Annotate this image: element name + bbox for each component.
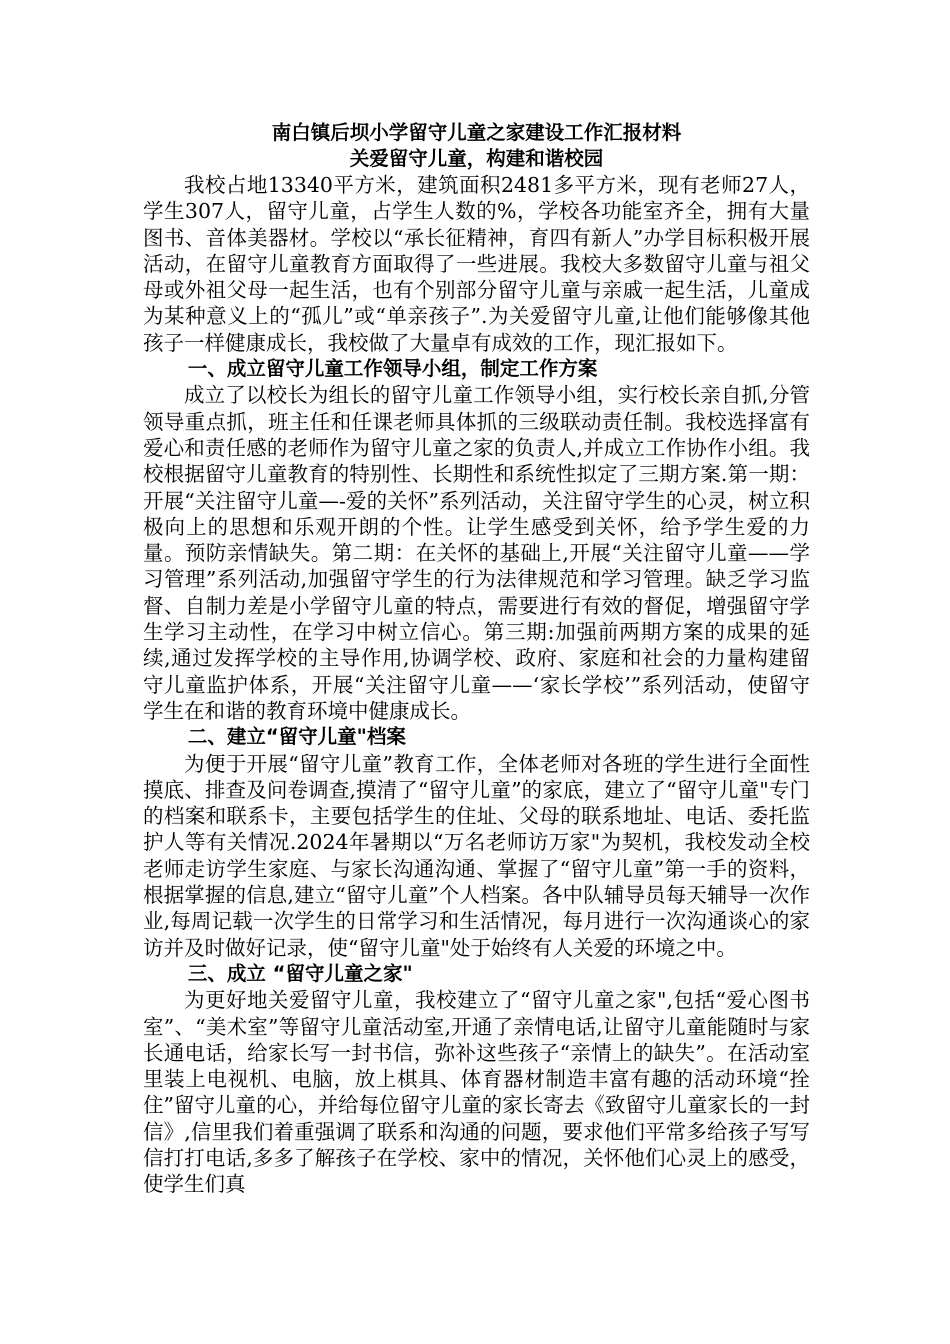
section-body-2: 为便于开展“留守儿童”教育工作，全体老师对各班的学生进行全面性摸底、排查及问卷调查,摸清了“留守儿童”的家底，建立了“留守儿童"专门的档案和联系卡，主要包括学生的住址、父母的联系地址、电话、委托监护人等有关情况.2024年暑期以“万名老师访万家"为契机，我校发动全校老师走访学生家庭、与家长沟通沟通、掌握了“留守儿童”第一手的资料，根据掌握的信息,建立“留守儿童”个人档案。各中队辅导员每天辅导一次作业,每周记载一次学生的日常学习和生活情况，每月进行一次沟通谈心的家访并及时做好记录，使“留守儿童"处于始终有人关爱的环境之中。 bbox=[143, 751, 810, 960]
document-subtitle: 关爱留守儿童，构建和谐校园 bbox=[349, 147, 604, 170]
section-body-3: 为更好地关爱留守儿童，我校建立了“留守儿童之家",包括“爱心图书室”、“美术室”等留守儿童活动室,开通了亲情电话,让留守儿童能随时与家长通电话，给家长写一封书信，弥补这些孩子“亲情上的缺失”。在活动室里装上电视机、电脑，放上棋具、体育器材制造丰富有趣的活动环境“拴住”留守儿童的心，并给每位留守儿童的家长寄去《致留守儿童家长的一封信》,信里我们着重强调了联系和沟通的问题，要求他们平常多给孩子写写信打打电话,多多了解孩子在学校、家中的情况，关怀他们心灵上的感受，使学生们真 bbox=[143, 988, 810, 1197]
intro-paragraph: 我校占地13340平方米，建筑面积2481多平方米，现有老师27人，学生307人，留守儿童，占学生人数的%，学校各功能室齐全，拥有大量图书、音体美器材。学校以“承长征精神，育四有新人”办学目标积极开展活动，在留守儿童教育方面取得了一些进展。我校大多数留守儿童与祖父母或外祖父母一起生活，也有个别部分留守儿童与亲戚一起生活，儿童成为某种意义上的“孤儿”或“单亲孩子”.为关爱留守儿童,让他们能够像其他孩子一样健康成长，我校做了大量卓有成效的工作，现汇报如下。 bbox=[143, 173, 810, 355]
section-heading-1: 一、成立留守儿童工作领导小组，制定工作方案 bbox=[187, 357, 598, 381]
document-title: 南白镇后坝小学留守儿童之家建设工作汇报材料 bbox=[271, 121, 682, 144]
section-heading-2: 二、建立“留守儿童"档案 bbox=[187, 725, 406, 749]
section-body-1: 成立了以校长为组长的留守儿童工作领导小组，实行校长亲自抓,分管领导重点抓，班主任和任课老师具体抓的三级联动责任制。我校选择富有爱心和责任感的老师作为留守儿童之家的负责人,并成立工作协作小组。我校根据留守儿童教育的特别性、长期性和系统性拟定了三期方案.第一期：开展“关注留守儿童—-爱的关怀”系列活动，关注留守学生的心灵，树立积极向上的思想和乐观开朗的个性。让学生感受到关怀，给予学生爱的力量。预防亲情缺失。第二期：在关怀的基础上,开展“关注留守儿童——学习管理”系列活动,加强留守学生的行为法律规范和学习管理。缺乏学习监督、自制力差是小学留守儿童的特点，需要进行有效的督促，增强留守学生学习主动性，在学习中树立信心。第三期:加强前两期方案的成果的延续,通过发挥学校的主导作用,协调学校、政府、家庭和社会的力量构建留守儿童监护体系，开展“关注留守儿童——‘家长学校’”系列活动，使留守学生在和谐的教育环境中健康成长。 bbox=[143, 383, 810, 723]
document-page bbox=[143, 120, 810, 1198]
section-heading-3: 三、成立 “留守儿童之家" bbox=[187, 961, 413, 985]
